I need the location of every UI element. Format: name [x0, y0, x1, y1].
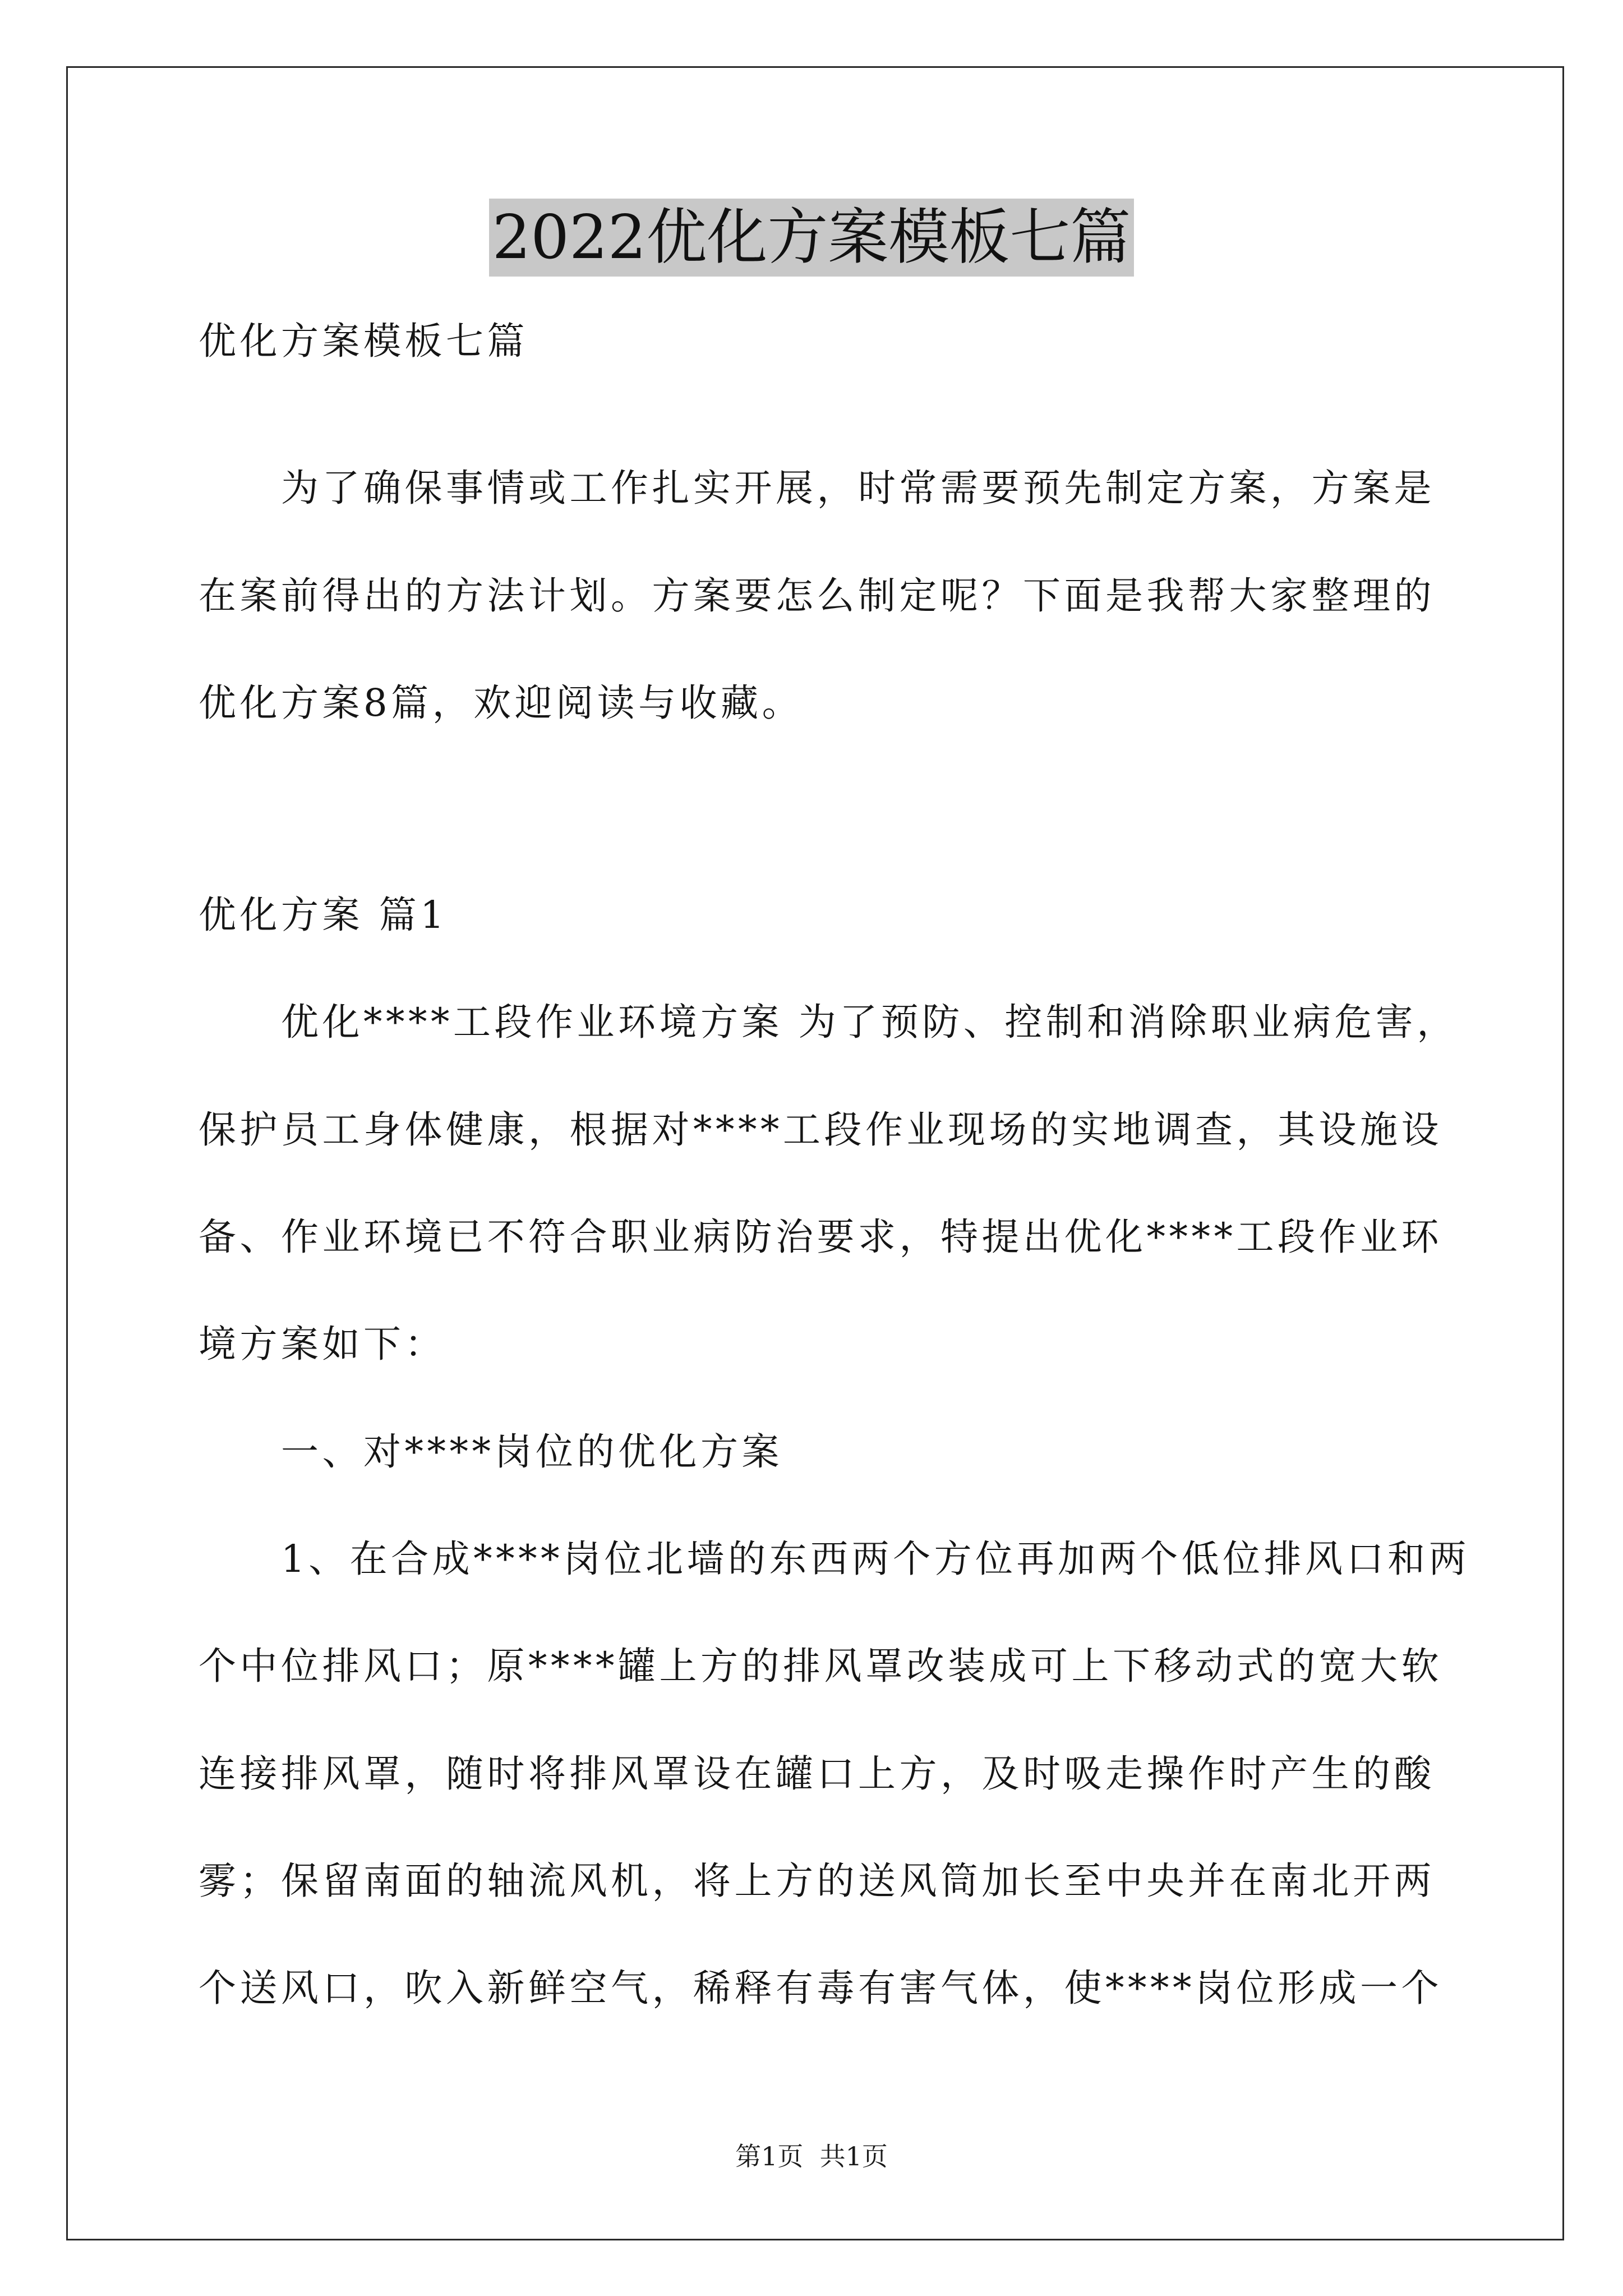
intro-line: 优化方案8篇，欢迎阅读与收藏。 — [199, 680, 804, 725]
page-footer: 第1页 共1页 — [735, 2141, 888, 2171]
paragraph-line: 1、在合成****岗位北墙的东西两个方位再加两个低位排风口和两 — [281, 1536, 1470, 1581]
document-subtitle: 优化方案模板七篇 — [199, 319, 528, 363]
paragraph-line: 个中位排风口；原****罐上方的排风罩改装成可上下移动式的宽大软 — [199, 1644, 1442, 1688]
subheading-line: 一、对****岗位的优化方案 — [281, 1429, 783, 1474]
paragraph-line: 境方案如下： — [199, 1322, 446, 1366]
paragraph-line: 优化****工段作业环境方案 为了预防、控制和消除职业病危害， — [281, 1000, 1458, 1045]
section-paragraph — [199, 1506, 1556, 2042]
document-title: 2022优化方案模板七篇 — [489, 199, 1135, 277]
intro-line: 在案前得出的方法计划。方案要怎么制定呢？下面是我帮大家整理的 — [199, 573, 1435, 618]
section-heading: 优化方案 篇1 — [199, 893, 448, 937]
paragraph-line: 雾；保留南面的轴流风机，将上方的送风筒加长至中央并在南北开两 — [199, 1858, 1435, 1903]
intro-line: 为了确保事情或工作扎实开展，时常需要预先制定方案，方案是 — [281, 466, 1435, 510]
paragraph-line: 备、作业环境已不符合职业病防治要求，特提出优化****工段作业环 — [199, 1215, 1442, 1259]
document-body — [199, 288, 1556, 2042]
paragraph-line: 保护员工身体健康，根据对****工段作业现场的实地调查，其设施设 — [199, 1107, 1442, 1152]
paragraph-line: 个送风口，吹入新鲜空气，稀释有毒有害气体，使****岗位形成一个 — [199, 1966, 1442, 2010]
section-paragraph — [199, 1398, 1556, 1506]
paragraph-line: 连接排风罩，随时将排风罩设在罐口上方，及时吸走操作时产生的酸 — [199, 1751, 1435, 1796]
section-paragraph — [199, 969, 1556, 1398]
title-block — [0, 199, 1623, 277]
intro-paragraph — [199, 435, 1556, 757]
